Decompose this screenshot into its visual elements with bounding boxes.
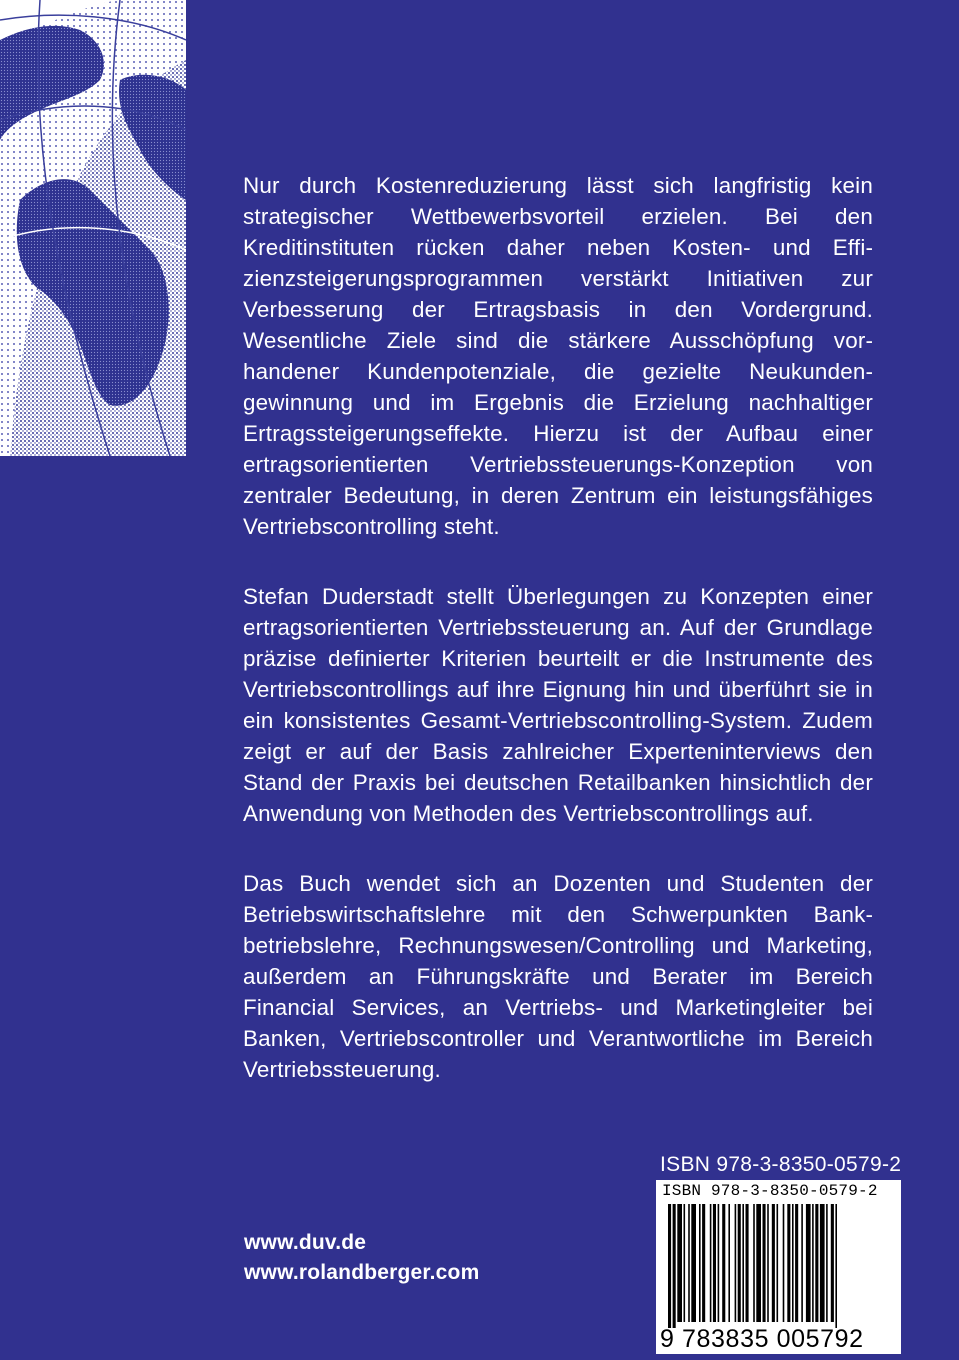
barcode-bar	[713, 1204, 716, 1322]
blurb-paragraph-1: Nur durch Kostenreduzierung lässt sich langfristig kein strategischer Wettbewerbsvorteil erzielen. Bei den Kreditinstituten rücken daher neben Kosten- und Effizienzsteigerungsprogrammen verstärkt Initiativen zur Verbesserung der Ertragsbasis in den Vordergrund. Wesentliche Ziele sind die stärkere Ausschöpfung vorhandener Kundenpotenziale, die gezielte Neukundengewinnung und im Ergebnis die Erzielung nachhaltiger Ertragssteigerungseffekte. Hierzu ist der Aufbau einer ertragsorientierten Vertriebssteuerungs-Konzeption von zentraler Bedeutung, in deren Zentrum ein leistungsfähiges Vertriebscontrolling steht.	[243, 173, 873, 539]
barcode-bar	[815, 1204, 818, 1322]
barcode-bar	[728, 1204, 730, 1322]
barcode-bar	[699, 1204, 701, 1322]
barcode-bar	[806, 1204, 811, 1322]
barcode-bar	[677, 1204, 682, 1322]
publisher-link[interactable]: www.duv.de	[244, 1231, 367, 1254]
barcode-bar	[767, 1204, 769, 1322]
barcode-bar	[702, 1204, 705, 1322]
blurb-paragraph-3: Das Buch wendet sich an Dozenten und Studenten der Betriebswirtschaftslehre mit den Schwerpunkten Bankbetriebslehre, Rechnungswesen/Controlling und Marketing, außerdem an Führungskräfte und Berater im Bereich Financial Services, an Vertriebs- und Marketingleiter bei Banken, Vertriebscontroller und Verantwortliche im Bereich Vertriebssteuerung.	[243, 871, 873, 1082]
barcode-bar	[777, 1204, 779, 1322]
barcode-bar	[835, 1204, 837, 1328]
barcode-bar	[772, 1204, 775, 1322]
barcode-digits: 9 783835 005792	[660, 1325, 864, 1353]
barcode-bar	[826, 1204, 828, 1322]
barcode	[656, 1180, 901, 1354]
barcode-bar	[688, 1204, 690, 1322]
barcode-isbn-caption: ISBN 978-3-8350-0579-2	[662, 1182, 878, 1200]
blurb-paragraph-2: Stefan Duderstadt stellt Überlegungen zu Konzepten einer ertragsorientierten Vertriebssteuerung an. Auf der Grundlage präzise definierter Kriterien beurteilt er die Instrumente des Vertriebscontrollings auf ihre Eignung hin und überführt sie in ein konsistentes Gesamt-Vertriebscontrolling-System. Zudem zeigt er auf der Basis zahlreicher Experteninterviews den Stand der Praxis bei deutschen Retailbanken hinsichtlich der Anwendung von Methoden des Vertriebscontrollings auf.	[243, 584, 873, 826]
globe-illustration-icon	[0, 0, 186, 456]
barcode-bar	[801, 1204, 803, 1322]
barcode-bar	[756, 1204, 761, 1322]
barcode-bar	[742, 1204, 744, 1322]
isbn-label: ISBN 978-3-8350-0579-2	[660, 1153, 902, 1176]
barcode-bar	[668, 1204, 671, 1328]
barcode-bar	[787, 1204, 790, 1322]
barcode-bar	[722, 1204, 725, 1322]
barcode-bar	[746, 1204, 749, 1322]
back-cover-blurb	[243, 170, 873, 1124]
barcode-bar	[820, 1204, 825, 1322]
barcode-bar	[718, 1204, 720, 1322]
barcode-bar	[795, 1204, 798, 1322]
barcode-bar	[792, 1204, 794, 1322]
barcode-bar	[710, 1204, 712, 1322]
barcode-bar	[735, 1204, 737, 1322]
barcode-bar	[691, 1204, 696, 1322]
barcode-bar	[673, 1204, 676, 1328]
url-list	[244, 1228, 479, 1288]
barcode-bar	[684, 1204, 686, 1322]
barcode-bar	[783, 1204, 785, 1322]
partner-link[interactable]: www.rolandberger.com	[244, 1261, 480, 1284]
barcode-bar	[753, 1204, 755, 1322]
barcode-bar	[831, 1204, 834, 1322]
barcode-bar	[738, 1204, 741, 1322]
barcode-bar	[812, 1204, 814, 1322]
barcode-bar	[763, 1204, 766, 1322]
